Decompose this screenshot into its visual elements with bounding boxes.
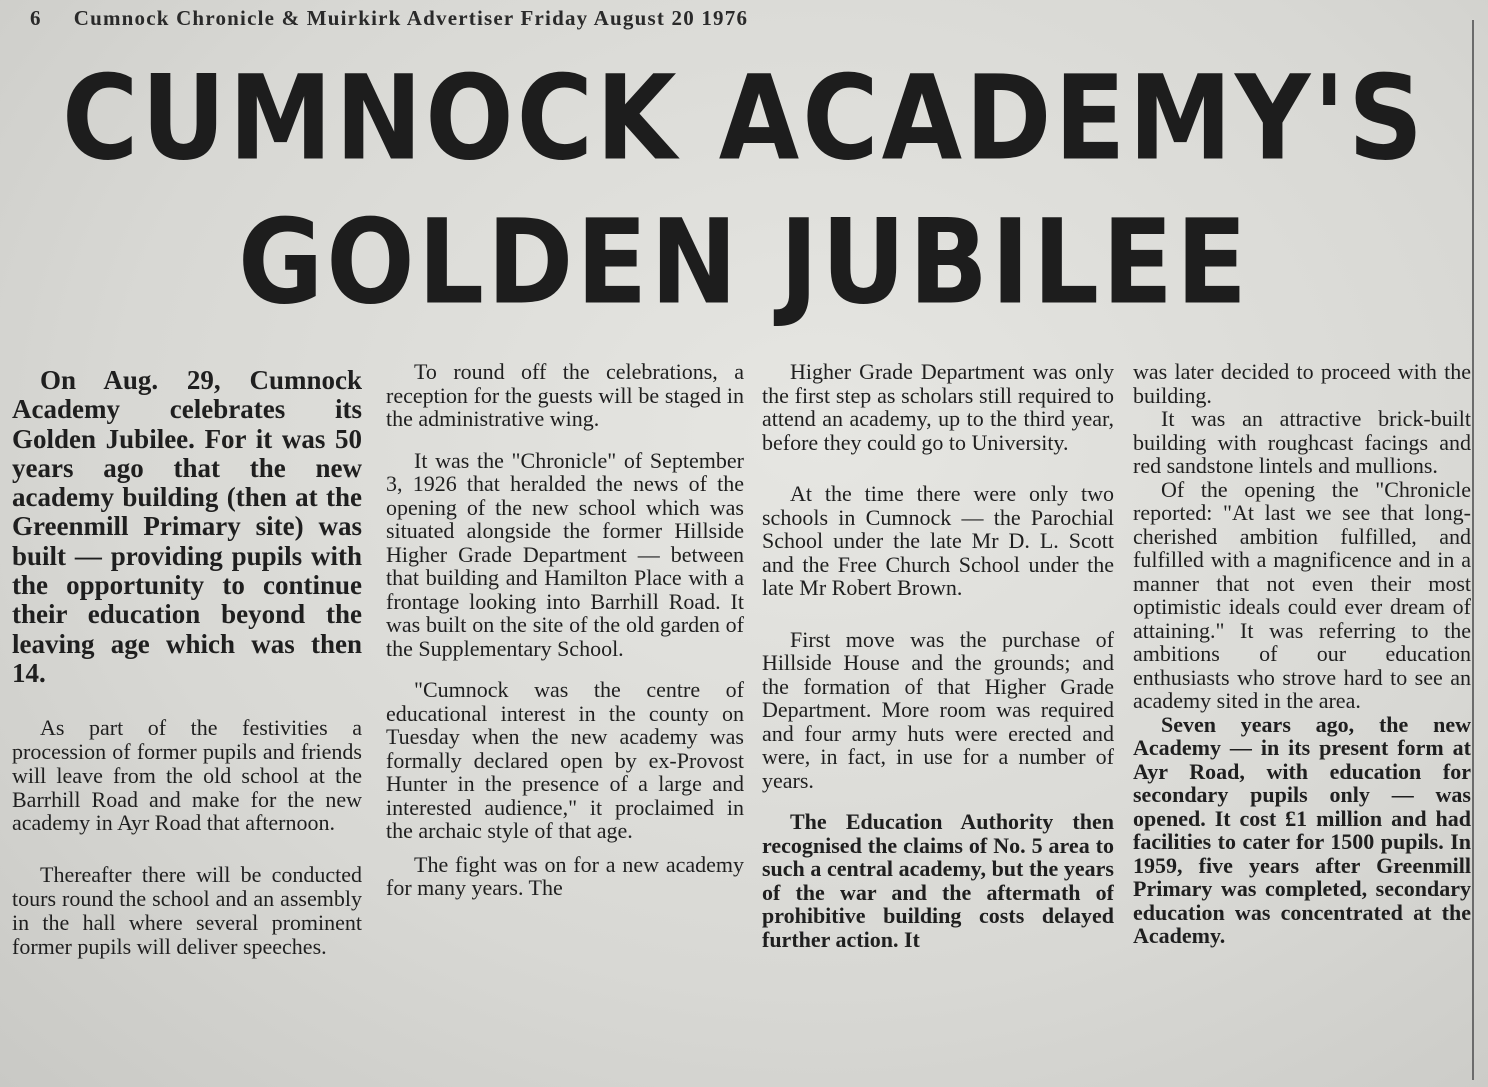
headline-line-2: GOLDEN JUBILEE [237,193,1251,331]
paragraph: "Cumnock was the centre of educational interest in the county on Tuesday when the new academy was formally declared open by ex-Provost Hunter in the presence of a large and interested audience," it proclaimed in the archaic style of that age. [386,677,744,843]
lead-paragraph: On Aug. 29, Cumnock Academy celebrates its Golden Jubilee. For it was 50 years ago that the new academy building (then at the Greenmill Primary site) was built — providing pupils with the opportunity to continue their education beyond the leaving age which was then 14. [12,365,362,688]
paragraph: was later decided to proceed with the building. [1133,359,1471,408]
paragraph: To round off the celebrations, a reception for the guests will be staged in the administrative wing. [386,359,744,431]
paragraph: Higher Grade Department was only the first step as scholars still required to attend an academy, up to the third year, before they could go to University. [762,359,1114,455]
paragraph: As part of the festivities a procession of former pupils and friends will leave from the old school at the Barrhill Road and make for the new academy in Ayr Road that afternoon. [12,715,362,836]
column-rule [1472,20,1474,1080]
masthead [30,6,1030,36]
article-column-4 [1133,358,1471,1078]
article-column-1 [12,358,362,1078]
paragraph: Seven years ago, the new Academy — in its present form at Ayr Road, with education for secondary pupils only — was opened. It cost £1 million and had facilities to cater for 1500 pupils. In 1959, five years after Greenmill Primary was completed, secondary education was concentrated at the Academy. [1133,711,1471,948]
paragraph: At the time there were only two schools in Cumnock — the Parochial School under the late Mr D. L. Scott and the Free Church School under the late Mr Robert Brown. [762,481,1114,600]
article-column-3 [762,358,1114,1078]
paragraph: It was an attractive brick-built building with roughcast facings and red sandstone lintels and mullions. [1133,406,1471,478]
article-column-2 [386,358,744,1078]
masthead-title: Cumnock Chronicle & Muirkirk Advertiser Friday August 20 1976 [73,6,749,30]
page-number: 6 [30,6,42,30]
paragraph: First move was the purchase of Hillside House and the grounds; and the formation of that Higher Grade Department. More room was required and four army huts were erected and were, in fact, in use for a number of years. [762,626,1114,793]
headline-line-1: CUMNOCK ACADEMY'S [61,49,1427,187]
paragraph: The Education Authority then recognised the claims of No. 5 area to such a central academy, but the years of the war and the aftermath of prohibitive building costs delayed further action. It [762,809,1114,952]
paragraph: The fight was on for a new academy for many years. The [386,851,744,900]
paragraph: Of the opening the "Chronicle reported: "At last we see that long-cherished ambition fulfilled, and fulfilled with a magnificence and in a manner that not even their most optimistic ideals could ever dream of attaining." It was referring to the ambitions of our education enthusiasts who strove hard to see an academy sited in the area. [1133,476,1471,713]
paragraph: It was the "Chronicle" of September 3, 1926 that heralded the news of the opening of the new school which was situated alongside the former Hillside Higher Grade Department — between that building and Hamilton Place with a frontage looking into Barrhill Road. It was built on the site of the old garden of the Supplementary School. [386,447,744,661]
paragraph: Thereafter there will be conducted tours round the school and an assembly in the hall where several prominent former pupils will deliver speeches. [12,862,362,959]
